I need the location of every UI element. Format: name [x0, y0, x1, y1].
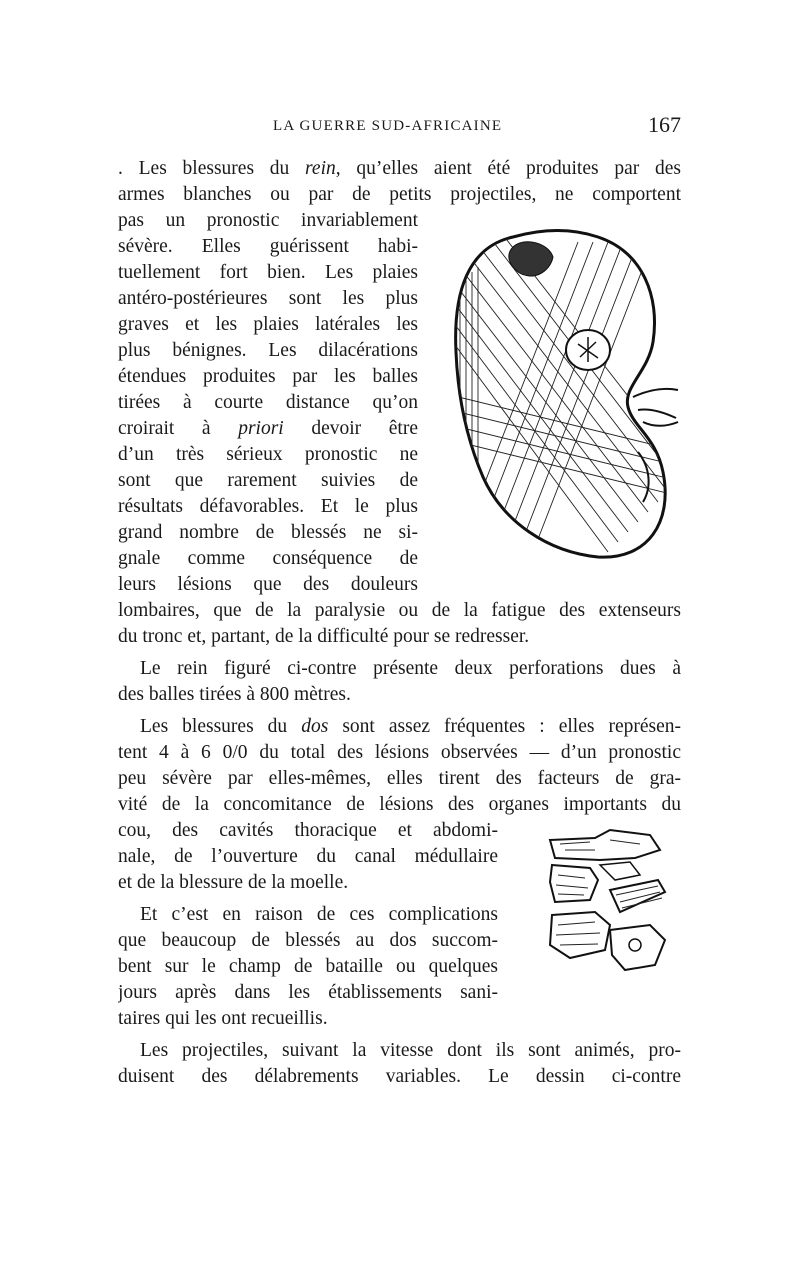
text-line: jours après dans les établissements sani-	[118, 982, 498, 1003]
text-line: sévère. Elles guérissent habi-	[118, 236, 418, 257]
text-line: sont que rarement suivies de	[118, 470, 418, 491]
text-line: vité de la concomitance de lésions des organes importants du	[118, 794, 681, 815]
text-line: leurs lésions que des douleurs	[118, 574, 418, 595]
text-line: tent 4 à 6 0/0 du total des lésions observées — d’un pronostic	[118, 742, 681, 763]
text-line: cou, des cavités thoracique et abdomi-	[118, 820, 498, 841]
page-number: 167	[648, 112, 681, 137]
running-head	[118, 112, 683, 142]
text-line: tirées à courte distance qu’on	[118, 392, 418, 413]
text-line: Et c’est en raison de ces complications	[140, 904, 498, 925]
text-line: duisent des délabrements variables. Le dessin ci-contre	[118, 1066, 681, 1087]
text-line: . Les blessures du rein, qu’elles aient été produites par des	[118, 158, 681, 179]
text-line: du tronc et, partant, de la difficulté pour se redresser.	[118, 626, 530, 647]
text-line: Les projectiles, suivant la vitesse dont ils sont animés, pro-	[140, 1040, 681, 1061]
text-line: lombaires, que de la paralysie ou de la fatigue des extenseurs	[118, 600, 681, 621]
text-line: et de la blessure de la moelle.	[118, 872, 349, 893]
text-line: taires qui les ont recueillis.	[118, 1008, 328, 1029]
text-line: étendues produites par les balles	[118, 366, 418, 387]
text-line: Le rein figuré ci-contre présente deux perforations dues à	[140, 658, 681, 679]
text-line: pas un pronostic invariablement	[118, 210, 418, 231]
text-line: des balles tirées à 800 mètres.	[118, 684, 351, 705]
text-line: antéro-postérieures sont les plus	[118, 288, 418, 309]
text-line: tuellement fort bien. Les plaies	[118, 262, 418, 283]
kidney-illustration	[438, 222, 683, 567]
text-line: plus bénignes. Les dilacérations	[118, 340, 418, 361]
text-line: que beaucoup de blessés au dos succom-	[118, 930, 498, 951]
text-line: grand nombre de blessés ne si-	[118, 522, 418, 543]
vertebra-illustration	[540, 820, 680, 980]
text-line: bent sur le champ de bataille ou quelques	[118, 956, 498, 977]
text-line: graves et les plaies latérales les	[118, 314, 418, 335]
text-line: nale, de l’ouverture du canal médullaire	[118, 846, 498, 867]
text-line: d’un très sérieux pronostic ne	[118, 444, 418, 465]
text-line: Les blessures du dos sont assez fréquentes : elles représen-	[140, 716, 681, 737]
text-line: peu sévère par elles-mêmes, elles tirent des facteurs de gra-	[118, 768, 681, 789]
text-line: résultats défavorables. Et le plus	[118, 496, 418, 517]
text-line: armes blanches ou par de petits projectiles, ne comportent	[118, 184, 681, 205]
running-title: LA GUERRE SUD-AFRICAINE	[273, 118, 503, 134]
text-line: gnale comme conséquence de	[118, 548, 418, 569]
text-line: croirait à priori devoir être	[118, 418, 418, 439]
